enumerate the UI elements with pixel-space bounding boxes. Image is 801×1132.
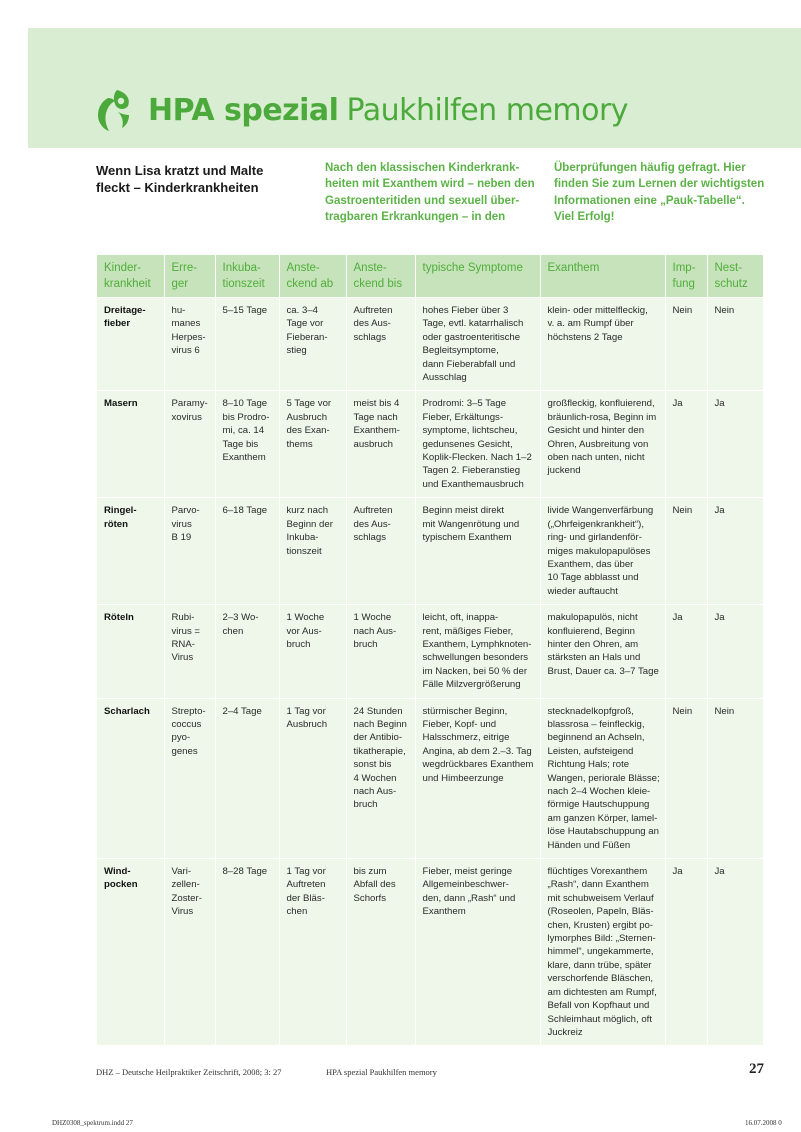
cell-line: Exanthem-	[353, 425, 400, 437]
table-cell	[164, 391, 215, 498]
cell-line: Ja	[714, 505, 725, 517]
table-cell	[415, 605, 540, 698]
cell-line: Dreitage-	[104, 305, 146, 316]
table-cell	[346, 391, 415, 498]
page-number: 27	[749, 1061, 764, 1077]
cell-line: („Ohrfeigenkrankheit“),	[547, 518, 645, 530]
column-header-line: Inkuba-	[222, 262, 261, 274]
intro-line: Nach den klassischen Kinderkrank-	[325, 162, 520, 174]
column-header	[164, 255, 215, 298]
table-cell	[540, 498, 665, 605]
cell-line: bruch	[353, 638, 378, 650]
column-header-line: Exanthem	[547, 262, 600, 274]
cell-line: „Rash“, dann Exanthem	[547, 879, 649, 891]
table-cell	[279, 859, 346, 1046]
cell-line: ausbruch	[353, 438, 393, 450]
cell-line: klein- oder mittelfleckig,	[547, 305, 648, 316]
cell-line: Auftreten	[353, 505, 393, 517]
table-cell	[346, 498, 415, 605]
cell-line: tionszeit	[286, 545, 322, 557]
cell-line: löse Hautabschuppung an	[547, 826, 659, 838]
column-header-line: tionszeit	[222, 278, 265, 290]
cell-line: der Antibio-	[353, 732, 403, 744]
intro-line: Viel Erfolg!	[554, 210, 615, 223]
intro-text-column-2	[554, 160, 772, 225]
column-header-line: krankheit	[104, 278, 151, 290]
cell-line: xovirus	[171, 411, 202, 423]
intro-line: Überprüfungen häufig gefragt. Hier	[554, 162, 746, 174]
cell-line: Ja	[714, 398, 725, 410]
cell-line: nach Aus-	[353, 625, 397, 637]
table-cell	[279, 498, 346, 605]
brand-strong: HPA spezial	[148, 93, 339, 128]
table-cell	[665, 859, 707, 1046]
table-body	[97, 298, 763, 1046]
cell-line: flüchtiges Vorexanthem	[547, 866, 648, 878]
column-header-line: Kinder-	[104, 262, 142, 274]
column-header	[346, 255, 415, 298]
table-cell	[415, 298, 540, 391]
cell-line: nach 2–4 Wochen kleie-	[547, 786, 651, 797]
column-header	[415, 255, 540, 298]
cell-line: Nein	[672, 305, 693, 316]
cell-line: bräunlich-rosa, Beginn im	[547, 411, 657, 423]
cell-line: typischem Exanthem	[422, 532, 512, 544]
cell-line: 24 Stunden	[353, 705, 403, 717]
table-cell	[665, 391, 707, 498]
page-title	[148, 92, 628, 130]
disease-name-cell	[97, 859, 164, 1046]
column-header-line: fung	[672, 278, 695, 290]
table-cell	[415, 498, 540, 605]
table-cell	[215, 859, 279, 1046]
cell-line: großfleckig, konfluierend,	[547, 398, 655, 410]
cell-line: ring- und girlandenför-	[547, 532, 642, 544]
cell-line: schlags	[353, 331, 387, 343]
cell-line: Ja	[714, 612, 725, 624]
cell-line: wieder auftaucht	[547, 585, 618, 597]
cell-line: Ausbruch	[286, 411, 328, 423]
disease-name-cell	[97, 698, 164, 858]
disease-name-cell	[97, 391, 164, 498]
cell-line: 8–28 Tage	[222, 866, 268, 878]
cell-line: Ausbruch	[286, 718, 328, 730]
cell-line: Rubi-	[171, 612, 195, 624]
column-header-line: Erre-	[171, 262, 198, 274]
table-cell	[415, 391, 540, 498]
cell-line: Juckreiz	[547, 1026, 583, 1038]
table-row	[97, 859, 763, 1046]
column-header-line: Imp-	[672, 262, 696, 274]
cell-line: konfluierend, Beginn	[547, 625, 635, 637]
cell-line: oben nach unten, nicht	[547, 452, 645, 464]
cell-line: Gesicht und hinter den	[547, 425, 645, 437]
cell-line: bruch	[353, 799, 378, 811]
table-cell	[707, 498, 763, 605]
cell-line: höchstens 2 Tage	[547, 331, 623, 343]
cell-line: 8–10 Tage	[222, 398, 268, 410]
cell-line: Ja	[672, 612, 683, 624]
table-cell	[415, 859, 540, 1046]
table-cell	[279, 391, 346, 498]
cell-line: mit Wangenrötung und	[422, 518, 520, 530]
header-band	[28, 28, 801, 148]
cell-line: gedunsenes Gesicht,	[422, 438, 513, 450]
intro-line: tragbaren Erkrankungen – in den	[325, 210, 506, 223]
cell-line: 2–3 Wo-	[222, 612, 259, 624]
cell-line: Schorfs	[353, 892, 387, 904]
print-slug-file: DHZ0308_spektrum.indd 27	[52, 1119, 133, 1127]
intro-title-line: fleckt – Kinderkrankheiten	[96, 180, 259, 195]
cell-line: virus	[171, 518, 192, 530]
cell-line: Schleimhaut möglich, oft	[547, 1013, 653, 1025]
cell-line: Strepto-	[171, 705, 206, 717]
cell-line: stärksten an Hals und	[547, 652, 641, 664]
cell-line: Fieber, Kopf- und	[422, 718, 497, 730]
cell-line: 2–4 Tage	[222, 705, 262, 717]
column-header-line: ckend bis	[353, 278, 403, 290]
column-header	[279, 255, 346, 298]
cell-line: nach Beginn	[353, 718, 407, 730]
cell-line: stecknadelkopfgroß,	[547, 705, 634, 717]
cell-line: symptome, lichtscheu,	[422, 425, 518, 437]
cell-line: stieg	[286, 345, 307, 357]
table-cell	[540, 391, 665, 498]
cell-line: blassrosa – feinfleckig,	[547, 718, 645, 730]
disease-table	[97, 255, 764, 1045]
table-cell	[707, 391, 763, 498]
cell-line: Vari-	[171, 866, 192, 878]
cell-line: chen, Krusten) ergibt po-	[547, 919, 654, 931]
cell-line: chen	[222, 625, 244, 637]
cell-line: Exanthem, Lymphknoten-	[422, 638, 532, 650]
cell-line: und Himbeerzunge	[422, 772, 504, 784]
cell-line: Zoster-	[171, 892, 202, 904]
cell-line: Ja	[672, 866, 683, 878]
cell-line: im Nacken, bei 50 % der	[422, 665, 528, 677]
cell-line: 1 Tag vor	[286, 705, 326, 717]
intro-line: Informationen eine „Pauk-Tabelle“.	[554, 194, 745, 207]
cell-line: Beginn der	[286, 518, 333, 530]
cell-line: tikatherapie,	[353, 745, 406, 757]
cell-line: rent, mäßiges Fieber,	[422, 625, 514, 637]
cell-line: Befall von Kopfhaut und	[547, 1000, 650, 1012]
column-header	[540, 255, 665, 298]
cell-line: Exanthem, das über	[547, 558, 634, 570]
cell-line: bis Prodro-	[222, 411, 270, 423]
cell-line: thems	[286, 438, 313, 450]
table-row	[97, 605, 763, 698]
cell-line: vor Aus-	[286, 625, 322, 637]
column-header-line: Nest-	[714, 262, 742, 274]
cell-line: mit schubweisem Verlauf	[547, 892, 654, 904]
table-cell	[346, 298, 415, 391]
cell-line: Nein	[714, 305, 735, 316]
table-cell	[707, 859, 763, 1046]
cell-line: oder gastroenteritische	[422, 331, 521, 343]
column-header-line: ckend ab	[286, 278, 334, 290]
cell-line: Koplik-Flecken. Nach 1–2	[422, 452, 532, 464]
table-cell	[346, 605, 415, 698]
cell-line: Ohren, Ausbreitung von	[547, 438, 649, 450]
cell-line: hinter den Ohren, am	[547, 638, 639, 650]
cell-line: Fieber, Erkältungs-	[422, 411, 504, 423]
cell-line: Fieberan-	[286, 331, 328, 343]
cell-line: makulopapulös, nicht	[547, 612, 638, 624]
column-header	[215, 255, 279, 298]
cell-line: Abfall des	[353, 879, 396, 891]
cell-line: (Roseolen, Papeln, Bläs-	[547, 906, 654, 918]
cell-line: am dichtesten am Rumpf,	[547, 986, 657, 998]
table-cell	[707, 605, 763, 698]
table-cell	[540, 859, 665, 1046]
cell-line: und Exanthemausbruch	[422, 478, 524, 490]
cell-line: fieber	[104, 318, 131, 330]
cell-line: Ja	[672, 398, 683, 410]
cell-line: förmige Hautschuppung	[547, 799, 650, 811]
column-header-line: schutz	[714, 278, 748, 290]
table-cell	[215, 698, 279, 858]
table-cell	[164, 859, 215, 1046]
table-cell	[164, 698, 215, 858]
cell-line: Nein	[672, 505, 693, 517]
intro-text-column-1	[325, 160, 543, 225]
cell-line: hu-	[171, 305, 186, 316]
column-header-line: typische Symptome	[422, 262, 523, 274]
cell-line: dann Fieberabfall und	[422, 358, 516, 370]
cell-line: Virus	[171, 906, 194, 918]
cell-line: 5–15 Tage	[222, 305, 268, 316]
hpa-logo-icon	[95, 88, 135, 132]
cell-line: Ausschlag	[422, 372, 467, 384]
table-cell	[279, 698, 346, 858]
cell-line: ca. 3–4	[286, 305, 318, 316]
cell-line: Tage, evtl. katarrhalisch	[422, 318, 524, 330]
table-cell	[665, 298, 707, 391]
cell-line: pocken	[104, 879, 138, 891]
column-header	[665, 255, 707, 298]
cell-line: bis zum	[353, 866, 387, 878]
cell-line: schlags	[353, 532, 387, 544]
cell-line: sonst bis	[353, 759, 392, 771]
column-header	[97, 255, 164, 298]
cell-line: der Bläs-	[286, 892, 325, 904]
intro-line: Gastroenteritiden und sexuell über-	[325, 194, 520, 207]
column-header-line: ger	[171, 278, 189, 290]
table-cell	[215, 298, 279, 391]
cell-line: Richtung Hals; rote	[547, 759, 630, 771]
intro-line: finden Sie zum Lernen der wichtigsten	[554, 178, 765, 191]
cell-line: genes	[171, 745, 198, 757]
cell-line: 5 Tage vor	[286, 398, 332, 410]
cell-line: wegdrückbares Exanthem	[422, 759, 534, 771]
cell-line: kurz nach	[286, 505, 329, 517]
cell-line: leicht, oft, inappa-	[422, 612, 499, 624]
cell-line: Allgemeinbeschwer-	[422, 879, 509, 891]
cell-line: Prodromi: 3–5 Tage	[422, 398, 507, 410]
cell-line: Auftreten	[353, 305, 393, 316]
cell-line: am ganzen Körper, lamel-	[547, 812, 658, 824]
cell-line: Parvo-	[171, 505, 200, 517]
cell-line: B 19	[171, 532, 192, 544]
cell-line: Ja	[714, 866, 725, 878]
table-cell	[540, 298, 665, 391]
cell-line: 10 Tage abblasst und	[547, 572, 639, 584]
intro-line: heiten mit Exanthem wird – neben den	[325, 178, 535, 191]
cell-line: Tage vor	[286, 318, 324, 330]
cell-line: mi, ca. 14	[222, 425, 265, 437]
cell-line: des Exan-	[286, 425, 330, 437]
cell-line: Wangen, periorale Blässe;	[547, 772, 660, 784]
cell-line: pyo-	[171, 732, 191, 744]
cell-line: 4 Wochen	[353, 772, 397, 784]
cell-line: Ringel-	[104, 505, 137, 517]
table-cell	[279, 605, 346, 698]
cell-line: klare, dann trübe, später	[547, 959, 652, 971]
cell-line: Tage bis	[222, 438, 259, 450]
cell-line: Masern	[104, 398, 138, 410]
table-cell	[707, 698, 763, 858]
cell-line: Herpes-	[171, 331, 206, 343]
cell-line: Leisten, aufsteigend	[547, 745, 634, 757]
cell-line: des Aus-	[353, 518, 391, 530]
disease-name-cell	[97, 298, 164, 391]
cell-line: 6–18 Tage	[222, 505, 268, 517]
cell-line: chen	[286, 906, 308, 918]
cell-line: beginnend an Achseln,	[547, 732, 645, 744]
journal-reference: DHZ – Deutsche Heilpraktiker Zeitschrift, 2008; 3: 27	[96, 1067, 282, 1077]
cell-line: zellen-	[171, 879, 200, 891]
table-cell	[346, 698, 415, 858]
intro-title-line: Wenn Lisa kratzt und Malte	[96, 163, 264, 178]
cell-line: stürmischer Beginn,	[422, 705, 508, 717]
column-header	[707, 255, 763, 298]
cell-line: meist bis 4	[353, 398, 400, 410]
table-cell	[215, 498, 279, 605]
cell-line: nach Aus-	[353, 786, 397, 797]
cell-line: Begleitsymptome,	[422, 345, 499, 357]
cell-line: livide Wangenverfärbung	[547, 505, 654, 517]
cell-line: lymorphes Bild: „Sternen-	[547, 933, 656, 945]
cell-line: miges makulopapulöses	[547, 545, 651, 557]
brand-light: Paukhilfen memory	[346, 93, 629, 128]
cell-line: schwellungen besonders	[422, 652, 529, 664]
cell-line: v. a. am Rumpf über	[547, 318, 634, 330]
cell-line: Paramy-	[171, 398, 208, 410]
cell-line: juckend	[547, 465, 581, 477]
table-cell	[707, 298, 763, 391]
intro-title	[96, 162, 296, 196]
cell-line: Angina, ab dem 2.–3. Tag	[422, 745, 532, 757]
cell-line: 1 Tag vor	[286, 866, 326, 878]
table-cell	[415, 698, 540, 858]
disease-name-cell	[97, 605, 164, 698]
disease-name-cell	[97, 498, 164, 605]
cell-line: virus 6	[171, 345, 200, 357]
cell-line: Halsschmerz, eitrige	[422, 732, 510, 744]
cell-line: Auftreten	[286, 879, 326, 891]
cell-line: 1 Woche	[353, 612, 392, 624]
table-cell	[665, 498, 707, 605]
table-cell	[215, 391, 279, 498]
table-cell	[279, 298, 346, 391]
cell-line: virus =	[171, 625, 201, 637]
table-cell	[665, 698, 707, 858]
table-row	[97, 498, 763, 605]
cell-line: himmel“, ungekammerte,	[547, 946, 654, 958]
print-slug-date: 16.07.2008 0	[745, 1119, 782, 1127]
column-header-line: Anste-	[353, 262, 387, 274]
table-row	[97, 391, 763, 498]
cell-line: Nein	[714, 705, 735, 717]
table-cell	[164, 498, 215, 605]
table-row	[97, 298, 763, 391]
cell-line: manes	[171, 318, 201, 330]
cell-line: Fälle Milzvergrößerung	[422, 679, 521, 691]
table-cell	[540, 605, 665, 698]
cell-line: Exanthem	[422, 906, 466, 918]
cell-line: Tage nach	[353, 411, 398, 423]
cell-line: Röteln	[104, 612, 134, 624]
table-cell	[164, 605, 215, 698]
table-cell	[346, 859, 415, 1046]
cell-line: Scharlach	[104, 705, 150, 717]
cell-line: Exanthem	[222, 452, 266, 464]
cell-line: hohes Fieber über 3	[422, 305, 509, 316]
cell-line: röten	[104, 518, 128, 530]
cell-line: Nein	[672, 705, 693, 717]
table-cell	[540, 698, 665, 858]
table-cell	[665, 605, 707, 698]
cell-line: des Aus-	[353, 318, 391, 330]
cell-line: bruch	[286, 638, 311, 650]
cell-line: RNA-	[171, 638, 195, 650]
cell-line: 1 Woche	[286, 612, 325, 624]
cell-line: coccus	[171, 718, 202, 730]
cell-line: Virus	[171, 652, 194, 664]
cell-line: Wind-	[104, 866, 131, 878]
cell-line: verschorfende Bläschen,	[547, 973, 654, 985]
table-cell	[164, 298, 215, 391]
cell-line: Brust, Dauer ca. 3–7 Tage	[547, 665, 659, 677]
table-header	[97, 255, 763, 298]
table-cell	[215, 605, 279, 698]
cell-line: Inkuba-	[286, 532, 319, 544]
cell-line: Tagen 2. Fieberanstieg	[422, 465, 521, 477]
table-header-row	[97, 255, 763, 298]
cell-line: Händen und Füßen	[547, 839, 631, 851]
cell-line: den, dann „Rash“ und	[422, 892, 516, 904]
footer-section-label: HPA spezial Paukhilfen memory	[326, 1067, 437, 1077]
column-header-line: Anste-	[286, 262, 320, 274]
cell-line: Beginn meist direkt	[422, 505, 505, 517]
table-row	[97, 698, 763, 858]
cell-line: Fieber, meist geringe	[422, 866, 513, 878]
